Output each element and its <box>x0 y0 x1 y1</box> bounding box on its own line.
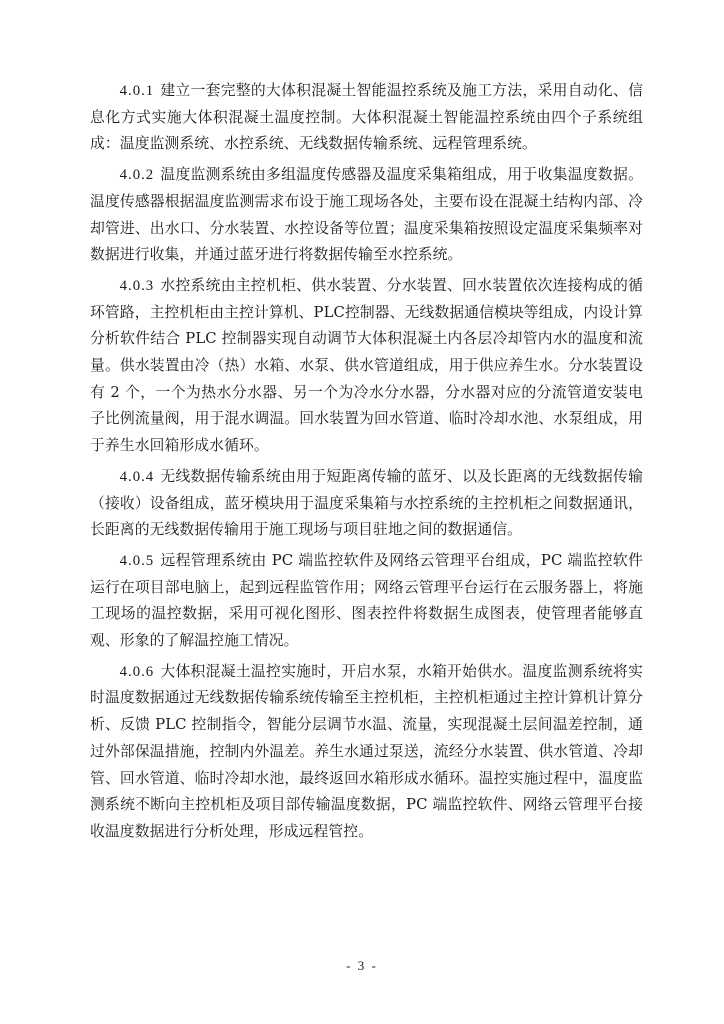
paragraph-4-0-1 <box>90 78 643 158</box>
clause-number: 4.0.2 <box>119 167 155 184</box>
page-number: - 3 - <box>346 958 378 973</box>
paragraph-text: 建立一套完整的大体积混凝土智能温控系统及施工方法，采用自动化、信息化方式实施大体积混凝土温度控制。大体积混凝土智能温控系统由四个子系统组成：温度监测系统、水控系统、无线数据传输系统、远程管理系统。 <box>90 82 643 153</box>
paragraph-text: 大体积混凝土温控实施时，开启水泵，水箱开始供水。温度监测系统将实时温度数据通过无线数据传输系统传输至主控机柜，主控机柜通过主控计算机计算分析、反馈 PLC 控制指令，智能分层调节水温、流量，实现混凝土层间温差控制，通过外部保温措施，控制内外温差。养生水通过泵送，流经分水装置、供水管道、冷却管、回水管道、临时冷却水池，最终返回水箱形成水循环。温控实施过程中，温度监测系统不断向主控机柜及项目部传输温度数据，PC 端监控软件、网络云管理平台接收温度数据进行分析处理，形成远程管控。 <box>90 662 643 840</box>
clause-number: 4.0.6 <box>119 663 155 680</box>
paragraph-4-0-3 <box>90 273 643 460</box>
clause-number: 4.0.4 <box>119 468 155 485</box>
clause-number: 4.0.3 <box>119 277 155 294</box>
document-body <box>90 78 643 850</box>
paragraph-text: 无线数据传输系统由用于短距离传输的蓝牙、以及长距离的无线数据传输（接收）设备组成，蓝牙模块用于温度采集箱与水控系统的主控机柜之间数据通讯，长距离的无线数据传输用于施工现场与项目驻地之间的数据通信。 <box>90 467 643 539</box>
paragraph-4-0-6 <box>90 659 643 846</box>
paragraph-4-0-2 <box>90 162 643 269</box>
paragraph-4-0-5 <box>90 548 643 655</box>
clause-number: 4.0.1 <box>119 83 155 99</box>
paragraph-text: 温度监测系统由多组温度传感器及温度采集箱组成，用于收集温度数据。温度传感器根据温度监测需求布设于施工现场各处，主要布设在混凝土结构内部、冷却管进、出水口、分水装置、水控设备等位置；温度采集箱按照设定温度采集频率对数据进行收集，并通过蓝牙进行将数据传输至水控系统。 <box>90 166 643 264</box>
clause-number: 4.0.5 <box>119 552 155 569</box>
paragraph-4-0-4 <box>90 464 643 544</box>
paragraph-text: 远程管理系统由 PC 端监控软件及网络云管理平台组成，PC 端监控软件运行在项目部电脑上，起到远程监管作用；网络云管理平台运行在云服务器上，将施工现场的温控数据，采用可视化图形、图表控件将数据生成图表，使管理者能够直观、形象的了解温控施工情况。 <box>90 551 643 650</box>
paragraph-text: 水控系统由主控机柜、供水装置、分水装置、回水装置依次连接构成的循环管路，主控机柜由主控计算机、PLC控制器、无线数据通信模块等组成，内设计算分析软件结合 PLC 控制器实现自动调节大体积混凝土内各层冷却管内水的温度和流量。供水装置由冷（热）水箱、水泵、供水管道组成，用于供应养生水。分水装置设有 2 个，一个为热水分水器、另一个为冷水分水器，分水器对应的分流管道安装电子比例流量阀，用于混水调温。回水装置为回水管道、临时冷却水池、水泵组成，用于养生水回箱形成水循环。 <box>90 276 643 455</box>
